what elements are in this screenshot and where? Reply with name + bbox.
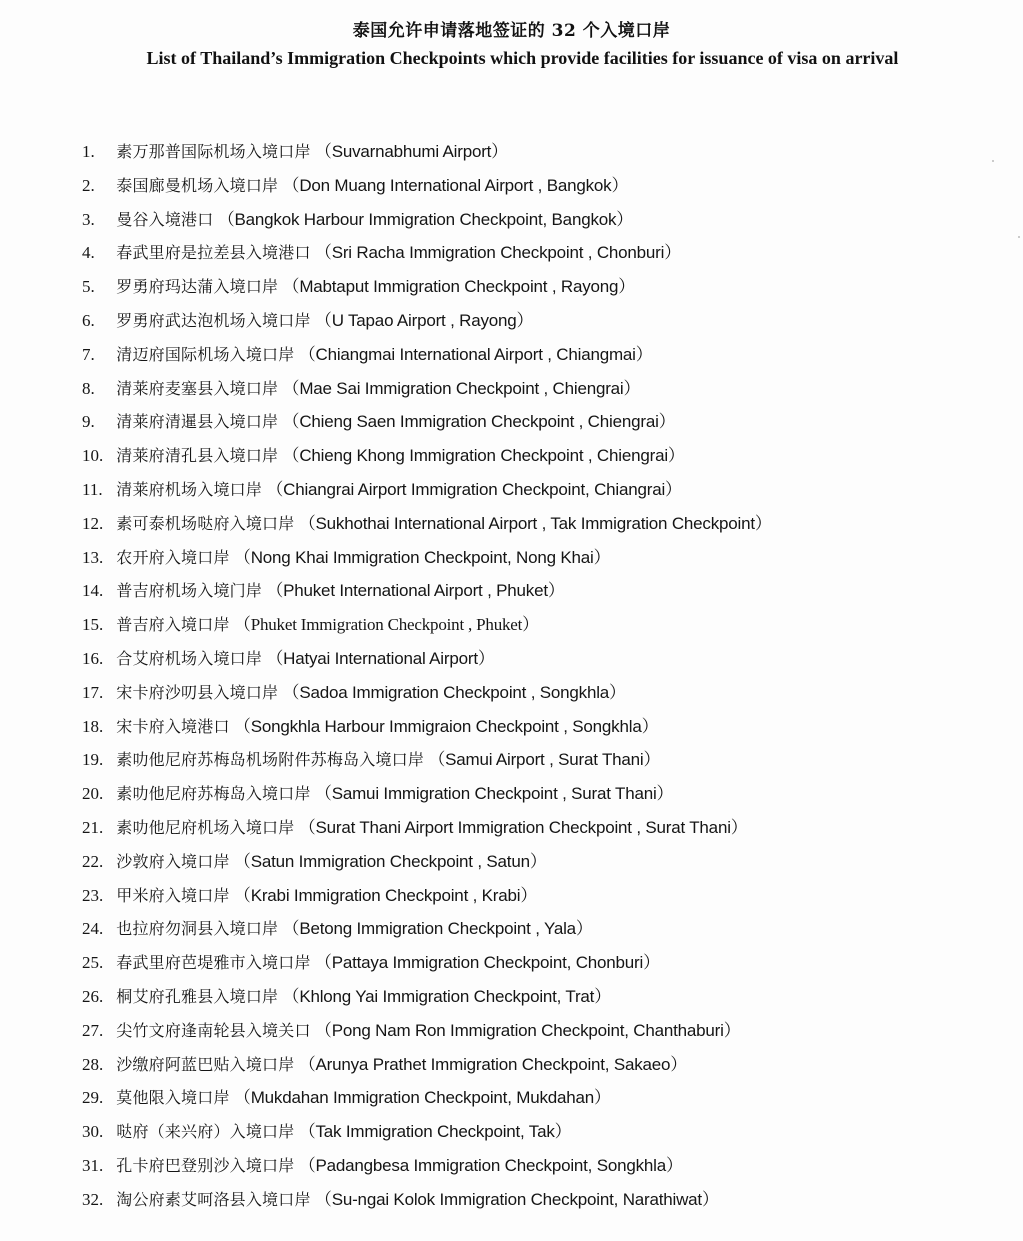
checkpoint-name-english: （Nong Khai Immigration Checkpoint, Nong Khai） <box>233 547 611 567</box>
checkpoint-name-chinese: 清迈府国际机场入境口岸 <box>116 344 295 364</box>
scan-speck <box>1018 236 1020 238</box>
checkpoint-item <box>82 206 772 240</box>
checkpoint-name-english: （Surat Thani Airport Immigration Checkpoint , Surat Thani） <box>298 817 748 837</box>
checkpoint-number: 14. <box>82 581 104 601</box>
checkpoint-item <box>82 273 772 307</box>
checkpoint-name-english: （Samui Immigration Checkpoint , Surat Thani） <box>314 784 674 804</box>
checkpoint-name-english: （Sri Racha Immigration Checkpoint , Chonburi） <box>314 243 682 263</box>
checkpoint-name-chinese: 尖竹文府逢南轮县入境关口 <box>116 1020 311 1040</box>
checkpoint-name-english: （U Tapao Airport , Rayong） <box>314 310 534 330</box>
checkpoint-name-chinese: 哒府（来兴府）入境口岸 <box>116 1122 295 1142</box>
checkpoint-number: 8. <box>82 378 95 398</box>
checkpoint-number: 23. <box>82 885 104 905</box>
checkpoint-name-english: （Arunya Prathet Immigration Checkpoint, Sakaeo） <box>298 1054 688 1074</box>
checkpoint-name-english: （Krabi Immigration Checkpoint , Krabi） <box>233 885 538 905</box>
checkpoint-item <box>82 915 772 949</box>
checkpoint-name-english: （Mabtaput Immigration Checkpoint , Rayong） <box>282 277 636 297</box>
checkpoint-item <box>82 949 772 983</box>
checkpoint-number: 7. <box>82 344 95 364</box>
checkpoint-name-english: （Phuket Immigration Checkpoint , Phuket） <box>233 615 539 635</box>
checkpoint-number: 20. <box>82 784 104 804</box>
checkpoint-name-english: （Phuket International Airport , Phuket） <box>266 581 565 601</box>
checkpoint-name-chinese: 清莱府清暹县入境口岸 <box>116 412 279 432</box>
checkpoint-name-english: （Don Muang International Airport , Bangkok） <box>282 175 629 195</box>
checkpoint-number: 11. <box>82 479 103 499</box>
checkpoint-name-chinese: 罗勇府玛达蒲入境口岸 <box>116 277 279 297</box>
checkpoint-name-english: （Chiangmai International Airport , Chiangmai） <box>298 344 653 364</box>
checkpoint-name-english: （Betong Immigration Checkpoint , Yala） <box>282 919 593 939</box>
checkpoint-name-english: （Mukdahan Immigration Checkpoint, Mukdahan） <box>233 1088 611 1108</box>
checkpoint-name-chinese: 清莱府麦塞县入境口岸 <box>116 378 279 398</box>
checkpoint-number: 2. <box>82 175 95 195</box>
checkpoint-item <box>82 544 772 578</box>
checkpoint-name-english: （Hatyai International Airport） <box>266 648 495 668</box>
checkpoint-name-english: （Su-ngai Kolok Immigration Checkpoint, Narathiwat） <box>314 1189 719 1209</box>
checkpoint-list <box>82 138 772 1220</box>
checkpoint-name-chinese: 素叻他尼府苏梅岛入境口岸 <box>116 784 311 804</box>
checkpoint-name-chinese: 沙缴府阿蓝巴贴入境口岸 <box>116 1054 295 1074</box>
checkpoint-name-english: （Chieng Khong Immigration Checkpoint , Chiengrai） <box>282 446 685 466</box>
checkpoint-name-english: （Samui Airport , Surat Thani） <box>428 750 661 770</box>
checkpoint-number: 31. <box>82 1155 104 1175</box>
document-title-english: List of Thailand’s Immigration Checkpoints which provide facilities for issuance of visa on arrival <box>146 48 899 68</box>
checkpoint-name-chinese: 素万那普国际机场入境口岸 <box>116 142 311 161</box>
checkpoint-name-english: （Chieng Saen Immigration Checkpoint , Chiengrai） <box>282 412 676 432</box>
checkpoint-item <box>82 408 772 442</box>
checkpoint-name-chinese: 普吉府入境口岸 <box>116 615 230 635</box>
checkpoint-item <box>82 645 772 679</box>
checkpoint-number: 13. <box>82 547 104 567</box>
checkpoint-name-chinese: 也拉府勿洞县入境口岸 <box>116 919 279 939</box>
checkpoint-number: 27. <box>82 1020 104 1040</box>
checkpoint-name-chinese: 淘公府素艾呵洛县入境口岸 <box>116 1189 311 1209</box>
checkpoint-name-chinese: 泰国廊曼机场入境口岸 <box>116 175 279 195</box>
checkpoint-number: 19. <box>82 750 104 770</box>
checkpoint-name-english: （Bangkok Harbour Immigration Checkpoint, Bangkok） <box>217 209 634 229</box>
checkpoint-item <box>82 746 772 780</box>
checkpoint-name-english: （Mae Sai Immigration Checkpoint , Chiengrai） <box>282 378 641 398</box>
checkpoint-number: 21. <box>82 817 104 837</box>
checkpoint-number: 5. <box>82 277 95 297</box>
checkpoint-item <box>82 341 772 375</box>
checkpoint-name-english: （Sukhothai International Airport , Tak Immigration Checkpoint） <box>298 513 772 533</box>
checkpoint-number: 30. <box>82 1122 104 1142</box>
checkpoint-item <box>82 510 772 544</box>
checkpoint-number: 12. <box>82 513 104 533</box>
checkpoint-item <box>82 1152 772 1186</box>
checkpoint-number: 32. <box>82 1189 104 1209</box>
checkpoint-number: 9. <box>82 412 95 432</box>
checkpoint-name-chinese: 普吉府机场入境门岸 <box>116 581 263 601</box>
checkpoint-number: 26. <box>82 986 104 1006</box>
checkpoint-item <box>82 239 772 273</box>
checkpoint-item <box>82 476 772 510</box>
checkpoint-name-chinese: 桐艾府孔雅县入境口岸 <box>116 986 279 1006</box>
checkpoint-item <box>82 1051 772 1085</box>
checkpoint-name-chinese: 罗勇府武达泡机场入境口岸 <box>116 310 311 330</box>
checkpoint-number: 28. <box>82 1054 104 1074</box>
checkpoint-item <box>82 375 772 409</box>
checkpoint-name-chinese: 素叻他尼府苏梅岛机场附件苏梅岛入境口岸 <box>116 750 425 770</box>
checkpoint-number: 1. <box>82 142 95 161</box>
checkpoint-name-english: （Pattaya Immigration Checkpoint, Chonburi） <box>314 953 660 973</box>
checkpoint-item <box>82 882 772 916</box>
checkpoint-name-chinese: 甲米府入境口岸 <box>116 885 230 905</box>
checkpoint-item <box>82 679 772 713</box>
scan-speck <box>992 160 994 162</box>
checkpoint-name-english: （Sadoa Immigration Checkpoint , Songkhla） <box>282 682 626 702</box>
checkpoint-item <box>82 780 772 814</box>
checkpoint-item <box>82 577 772 611</box>
checkpoint-name-chinese: 宋卡府沙叨县入境口岸 <box>116 682 279 702</box>
checkpoint-number: 3. <box>82 209 95 229</box>
checkpoint-name-chinese: 合艾府机场入境口岸 <box>116 648 263 668</box>
checkpoint-name-chinese: 沙敦府入境口岸 <box>116 851 230 871</box>
checkpoint-name-chinese: 清莱府清孔县入境口岸 <box>116 446 279 466</box>
checkpoint-item <box>82 814 772 848</box>
checkpoint-number: 18. <box>82 716 104 736</box>
checkpoint-item <box>82 983 772 1017</box>
checkpoint-item <box>82 848 772 882</box>
checkpoint-number: 25. <box>82 953 104 973</box>
checkpoint-name-english: （Tak Immigration Checkpoint, Tak） <box>298 1122 572 1142</box>
checkpoint-item <box>82 1118 772 1152</box>
checkpoint-name-chinese: 莫他限入境口岸 <box>116 1088 230 1108</box>
checkpoint-name-chinese: 素可泰机场哒府入境口岸 <box>116 513 295 533</box>
checkpoint-number: 29. <box>82 1088 104 1108</box>
checkpoint-item <box>82 713 772 747</box>
checkpoint-item <box>82 611 772 645</box>
checkpoint-number: 16. <box>82 648 104 668</box>
checkpoint-item <box>82 442 772 476</box>
checkpoint-name-chinese: 农开府入境口岸 <box>116 547 230 567</box>
checkpoint-name-english: （Padangbesa Immigration Checkpoint, Songkhla） <box>298 1155 683 1175</box>
checkpoint-name-english: （Songkhla Harbour Immigraion Checkpoint , Songkhla） <box>233 716 659 736</box>
checkpoint-number: 15. <box>82 615 104 635</box>
checkpoint-item <box>82 1084 772 1118</box>
checkpoint-name-english: （Chiangrai Airport Immigration Checkpoint, Chiangrai） <box>266 479 682 499</box>
checkpoint-name-chinese: 孔卡府巴登别沙入境口岸 <box>116 1155 295 1175</box>
checkpoint-name-chinese: 清莱府机场入境口岸 <box>116 479 263 499</box>
checkpoint-number: 10. <box>82 446 104 466</box>
checkpoint-name-chinese: 曼谷入境港口 <box>116 209 214 229</box>
checkpoint-name-english: （Pong Nam Ron Immigration Checkpoint, Chanthaburi） <box>314 1020 741 1040</box>
checkpoint-item <box>82 138 772 172</box>
checkpoint-name-chinese: 春武里府是拉差县入境港口 <box>116 243 311 263</box>
checkpoint-name-english: （Suvarnabhumi Airport） <box>314 142 508 161</box>
checkpoint-item <box>82 1186 772 1220</box>
checkpoint-item <box>82 1017 772 1051</box>
checkpoint-number: 6. <box>82 310 95 330</box>
checkpoint-name-chinese: 春武里府芭堤雅市入境口岸 <box>116 953 311 973</box>
checkpoint-item <box>82 307 772 341</box>
checkpoint-number: 22. <box>82 851 104 871</box>
checkpoint-item <box>82 172 772 206</box>
checkpoint-name-chinese: 素叻他尼府机场入境口岸 <box>116 817 295 837</box>
checkpoint-number: 24. <box>82 919 104 939</box>
checkpoint-name-chinese: 宋卡府入境港口 <box>116 716 230 736</box>
checkpoint-name-english: （Satun Immigration Checkpoint , Satun） <box>233 851 547 871</box>
checkpoint-number: 4. <box>82 243 95 263</box>
checkpoint-name-english: （Khlong Yai Immigration Checkpoint, Trat） <box>282 986 612 1006</box>
checkpoint-number: 17. <box>82 682 104 702</box>
document-title-chinese: 泰国允许申请落地签证的 32 个入境口岸 <box>352 21 671 41</box>
